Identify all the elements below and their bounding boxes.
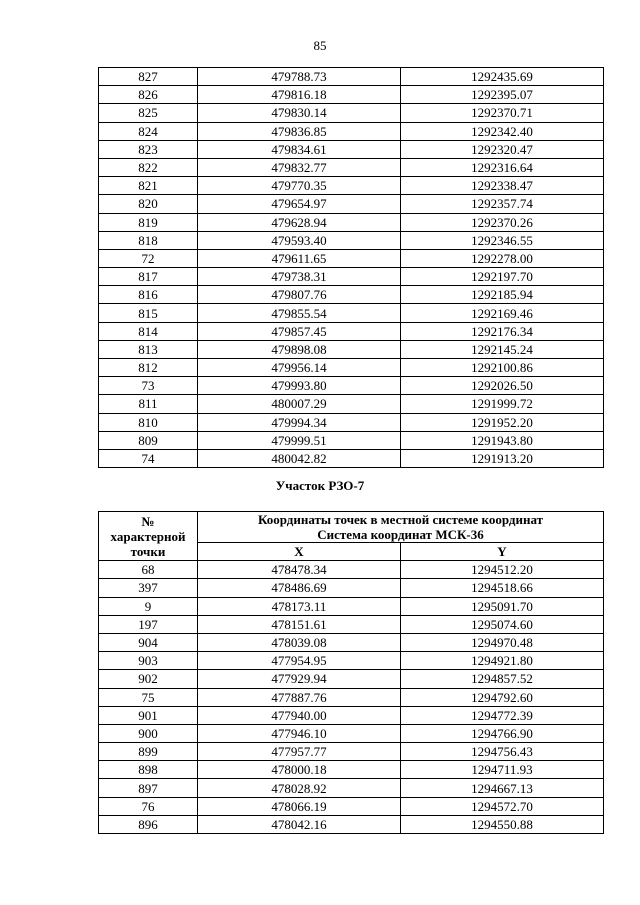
table-row [99,815,604,833]
y-coordinate-cell: 1292338.47 [401,177,604,195]
x-coordinate-cell: 479738.31 [198,268,401,286]
point-number-cell: 818 [99,231,198,249]
point-number-cell: 73 [99,377,198,395]
x-coordinate-cell: 479628.94 [198,213,401,231]
point-number-cell: 899 [99,743,198,761]
y-coordinate-cell: 1294766.90 [401,724,604,742]
table-row [99,340,604,358]
x-coordinate-cell: 477946.10 [198,724,401,742]
x-coordinate-cell: 479956.14 [198,359,401,377]
y-coordinate-cell: 1292185.94 [401,286,604,304]
x-coordinate-cell: 478486.69 [198,579,401,597]
y-coordinate-cell: 1294772.39 [401,706,604,724]
point-number-header-line-1: № [141,513,155,529]
point-number-cell: 823 [99,140,198,158]
x-coordinate-cell: 479994.34 [198,413,401,431]
y-coordinate-cell: 1292342.40 [401,122,604,140]
y-coordinate-cell: 1291913.20 [401,449,604,467]
table-row [99,413,604,431]
table-row [99,670,604,688]
point-number-cell: 397 [99,579,198,597]
y-coordinate-cell: 1294857.52 [401,670,604,688]
y-coordinate-cell: 1292370.26 [401,213,604,231]
x-coordinate-cell: 479855.54 [198,304,401,322]
y-coordinate-cell: 1292100.86 [401,359,604,377]
table-row [99,779,604,797]
y-coordinate-cell: 1294711.93 [401,761,604,779]
x-coordinate-cell: 478000.18 [198,761,401,779]
point-number-cell: 814 [99,322,198,340]
table-row [99,377,604,395]
table-row [99,633,604,651]
table-row [99,122,604,140]
x-coordinate-cell: 478478.34 [198,561,401,579]
point-number-cell: 824 [99,122,198,140]
table-row [99,304,604,322]
x-coordinate-cell: 480042.82 [198,449,401,467]
table-row [99,597,604,615]
point-number-header [99,512,198,561]
x-coordinate-cell: 480007.29 [198,395,401,413]
point-number-cell: 74 [99,449,198,467]
section-title: Участок РЗО-7 [275,478,365,493]
table-row [99,140,604,158]
point-number-cell: 809 [99,431,198,449]
coordinates-table-bottom [98,511,604,834]
table-row [99,652,604,670]
y-coordinate-cell: 1292026.50 [401,377,604,395]
y-coordinate-cell: 1294667.13 [401,779,604,797]
x-coordinate-cell: 479857.45 [198,322,401,340]
page-number: 85 [313,38,327,53]
y-coordinate-cell: 1294921.80 [401,652,604,670]
table-row [99,213,604,231]
x-coordinate-cell: 479654.97 [198,195,401,213]
point-number-cell: 68 [99,561,198,579]
x-coordinate-cell: 479593.40 [198,231,401,249]
y-coordinate-cell: 1292197.70 [401,268,604,286]
x-coordinate-cell: 478039.08 [198,633,401,651]
table-row [99,724,604,742]
point-number-cell: 822 [99,158,198,176]
table-row [99,743,604,761]
coordinates-header-line-2: Система координат МСК-36 [317,527,484,542]
point-number-cell: 898 [99,761,198,779]
point-number-cell: 827 [99,68,198,86]
x-coordinate-cell: 479999.51 [198,431,401,449]
y-coordinate-cell: 1295091.70 [401,597,604,615]
y-coordinate-cell: 1292145.24 [401,340,604,358]
point-number-header-line-2: характерной [110,528,186,544]
y-coordinate-cell: 1292278.00 [401,249,604,267]
point-number-cell: 72 [99,249,198,267]
x-coordinate-cell: 479898.08 [198,340,401,358]
y-coordinate-cell: 1292357.74 [401,195,604,213]
point-number-cell: 821 [99,177,198,195]
point-number-cell: 901 [99,706,198,724]
y-coordinate-cell: 1292169.46 [401,304,604,322]
coordinates-header [198,512,604,543]
x-coordinate-cell: 477957.77 [198,743,401,761]
table-row [99,249,604,267]
x-column-header: X [198,543,401,561]
table-row [99,395,604,413]
x-coordinate-cell: 479830.14 [198,104,401,122]
y-coordinate-cell: 1294572.70 [401,797,604,815]
point-number-cell: 812 [99,359,198,377]
y-coordinate-cell: 1294756.43 [401,743,604,761]
point-number-cell: 76 [99,797,198,815]
table-row [99,158,604,176]
x-coordinate-cell: 479834.61 [198,140,401,158]
x-coordinate-cell: 479788.73 [198,68,401,86]
y-coordinate-cell: 1292395.07 [401,86,604,104]
table-row [99,359,604,377]
y-coordinate-cell: 1291952.20 [401,413,604,431]
x-coordinate-cell: 478151.61 [198,615,401,633]
y-coordinate-cell: 1292370.71 [401,104,604,122]
x-coordinate-cell: 479816.18 [198,86,401,104]
y-coordinate-cell: 1292316.64 [401,158,604,176]
y-coordinate-cell: 1292346.55 [401,231,604,249]
y-coordinate-cell: 1294550.88 [401,815,604,833]
table-row [99,322,604,340]
x-coordinate-cell: 479836.85 [198,122,401,140]
x-coordinate-cell: 478066.19 [198,797,401,815]
point-number-cell: 9 [99,597,198,615]
x-coordinate-cell: 477940.00 [198,706,401,724]
x-coordinate-cell: 479993.80 [198,377,401,395]
y-column-header: Y [401,543,604,561]
table-row [99,286,604,304]
table-row [99,86,604,104]
x-coordinate-cell: 478173.11 [198,597,401,615]
point-number-cell: 820 [99,195,198,213]
table-row [99,104,604,122]
table-row [99,761,604,779]
table-row [99,561,604,579]
x-coordinate-cell: 477954.95 [198,652,401,670]
table-row [99,268,604,286]
table-row [99,579,604,597]
point-number-cell: 897 [99,779,198,797]
table-row [99,68,604,86]
point-number-cell: 825 [99,104,198,122]
x-coordinate-cell: 479611.65 [198,249,401,267]
point-number-cell: 75 [99,688,198,706]
point-number-cell: 197 [99,615,198,633]
point-number-cell: 810 [99,413,198,431]
point-number-cell: 816 [99,286,198,304]
table-row [99,688,604,706]
point-number-cell: 900 [99,724,198,742]
coordinates-header-line-1: Координаты точек в местной системе координат [257,512,544,527]
y-coordinate-cell: 1292320.47 [401,140,604,158]
point-number-cell: 819 [99,213,198,231]
x-coordinate-cell: 479832.77 [198,158,401,176]
x-coordinate-cell: 478042.16 [198,815,401,833]
y-coordinate-cell: 1292435.69 [401,68,604,86]
coordinates-table-bottom-body [99,561,604,834]
table-row [99,431,604,449]
table-row [99,449,604,467]
point-number-cell: 896 [99,815,198,833]
x-coordinate-cell: 478028.92 [198,779,401,797]
y-coordinate-cell: 1294512.20 [401,561,604,579]
point-number-header-line-3: точки [130,543,166,559]
x-coordinate-cell: 477929.94 [198,670,401,688]
point-number-cell: 904 [99,633,198,651]
point-number-cell: 813 [99,340,198,358]
x-coordinate-cell: 477887.76 [198,688,401,706]
y-coordinate-cell: 1291999.72 [401,395,604,413]
point-number-cell: 811 [99,395,198,413]
x-coordinate-cell: 479770.35 [198,177,401,195]
y-coordinate-cell: 1292176.34 [401,322,604,340]
table-row [99,615,604,633]
point-number-cell: 826 [99,86,198,104]
table-row [99,231,604,249]
coordinates-table-top-body [99,68,604,468]
y-coordinate-cell: 1294970.48 [401,633,604,651]
table-row [99,797,604,815]
point-number-cell: 815 [99,304,198,322]
y-coordinate-cell: 1291943.80 [401,431,604,449]
table-row [99,195,604,213]
coordinates-table-top [98,67,604,468]
x-coordinate-cell: 479807.76 [198,286,401,304]
point-number-cell: 902 [99,670,198,688]
point-number-cell: 817 [99,268,198,286]
y-coordinate-cell: 1294792.60 [401,688,604,706]
point-number-cell: 903 [99,652,198,670]
y-coordinate-cell: 1295074.60 [401,615,604,633]
y-coordinate-cell: 1294518.66 [401,579,604,597]
table-row [99,706,604,724]
table-row [99,177,604,195]
